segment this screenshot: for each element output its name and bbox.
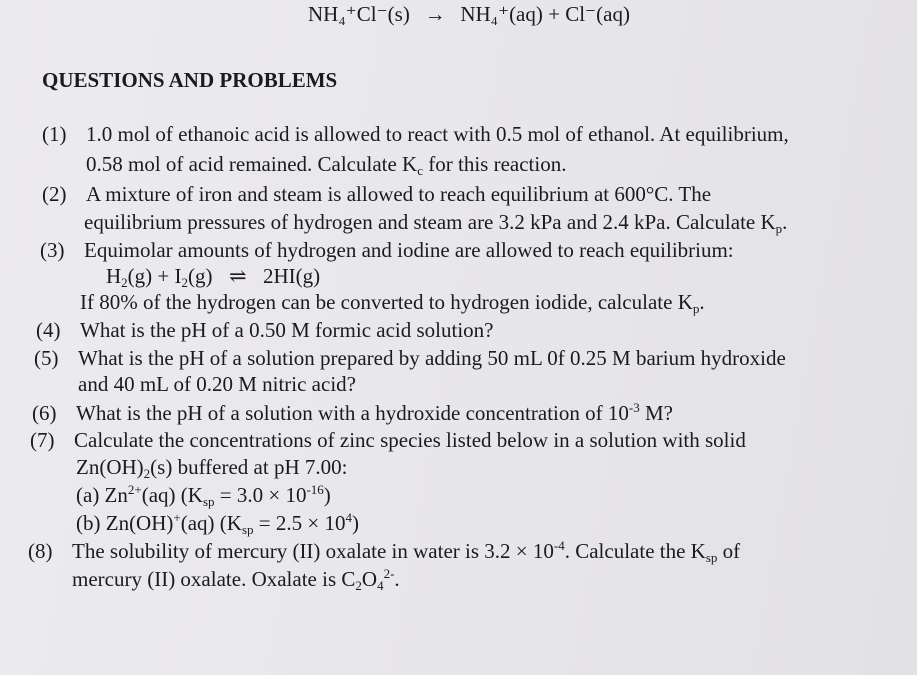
subscript: 2 (143, 466, 151, 481)
superscript: 2+ (127, 482, 142, 497)
reaction-text: (g) + I (127, 264, 182, 288)
problem-3-reaction (106, 264, 320, 291)
subscript: p (692, 301, 700, 316)
problem-text: O (361, 567, 378, 591)
part-text: ) (323, 483, 331, 507)
problem-text: What is the pH of a 0.50 M formic acid solution? (80, 318, 494, 342)
problem-5-line-2 (78, 372, 356, 397)
problem-5-line-1 (34, 346, 896, 371)
problem-number: (3) (40, 238, 65, 262)
problem-text: Equimolar amounts of hydrogen and iodine are allowed to reach equilibrium: (84, 238, 734, 262)
problem-text: for this reaction. (423, 152, 567, 176)
problem-text: equilibrium pressures of hydrogen and steam are 3.2 kPa and 2.4 kPa. Calculate K (84, 210, 776, 234)
subscript: sp (705, 550, 718, 565)
problem-3-line-3 (80, 290, 705, 317)
problem-text: If 80% of the hydrogen can be converted to hydrogen iodide, calculate K (80, 290, 693, 314)
problem-2-line-2 (84, 210, 787, 237)
equilibrium-arrow: ⇌ (228, 264, 247, 288)
problem-text: M? (639, 401, 673, 425)
problem-6-line-1 (32, 400, 673, 426)
part-text: = 3.0 × 10 (214, 483, 307, 507)
superscript: + (173, 510, 181, 525)
problem-number: (4) (36, 318, 61, 342)
problem-text: 0.58 mol of acid remained. Calculate K (86, 152, 418, 176)
problem-7-part-a (76, 482, 331, 510)
subscript: c (417, 163, 424, 178)
problem-8-line-2 (72, 566, 400, 594)
superscript: 2- (383, 566, 395, 581)
part-text: = 2.5 × 10 (253, 511, 346, 535)
subscript: 2 (355, 578, 362, 593)
subscript: 4 (377, 578, 384, 593)
problem-text: Zn(OH) (76, 455, 144, 479)
problem-text: What is the pH of a solution with a hydroxide concentration of 10 (76, 401, 629, 425)
problem-4-line-1 (36, 318, 494, 343)
problem-2-line-1 (42, 182, 894, 207)
superscript: -16 (306, 482, 324, 497)
reaction-text: H (106, 264, 122, 288)
problem-text: (s) buffered at pH 7.00: (150, 455, 348, 479)
problem-text: mercury (II) oxalate. Oxalate is C (72, 567, 356, 591)
problem-text: A mixture of iron and steam is allowed to reach equilibrium at 600°C. The (86, 182, 712, 206)
problem-number: (6) (32, 401, 57, 425)
problem-text: The solubility of mercury (II) oxalate in water is 3.2 × 10 (72, 539, 554, 563)
equation-arrow: → (424, 2, 446, 26)
problem-1-line-1 (42, 122, 894, 147)
part-text: (aq) (K (141, 483, 203, 507)
problem-text: . (782, 210, 788, 234)
reaction-text: (g) (188, 264, 213, 288)
problem-7-line-1 (30, 428, 896, 453)
problem-3-line-1 (40, 238, 734, 263)
problem-text: Calculate the concentrations of zinc species listed below in a solution with solid (74, 428, 746, 452)
subscript: sp (241, 522, 254, 537)
problem-text: . (394, 567, 400, 591)
superscript: 4 (345, 510, 352, 525)
part-text: (b) Zn(OH) (76, 511, 174, 535)
problem-7-part-b (76, 510, 359, 538)
problem-1-line-2 (86, 152, 566, 179)
subscript: 2 (121, 275, 128, 290)
problem-text: of (717, 539, 741, 563)
subscript: 2 (181, 275, 188, 290)
equation-right: NH₄⁺(aq) + Cl⁻(aq) (460, 2, 630, 26)
problem-text: 1.0 mol of ethanoic acid is allowed to react with 0.5 mol of ethanol. At equilibrium, (86, 122, 789, 146)
section-heading: QUESTIONS AND PROBLEMS (42, 68, 338, 92)
part-text: (a) Zn (76, 483, 128, 507)
problem-text: and 40 mL of 0.20 M nitric acid? (78, 372, 356, 396)
top-equation (308, 2, 630, 27)
part-text: (aq) (K (180, 511, 242, 535)
problem-number: (7) (30, 428, 55, 452)
problem-text: What is the pH of a solution prepared by adding 50 mL 0f 0.25 M barium hydroxide (78, 346, 786, 370)
problem-number: (2) (42, 182, 67, 206)
problem-text: . (699, 290, 705, 314)
problem-8-line-1 (28, 538, 740, 566)
superscript: -3 (628, 400, 640, 415)
problem-number: (8) (28, 539, 53, 563)
superscript: -4 (553, 538, 565, 553)
subscript: p (775, 221, 783, 236)
problem-number: (5) (34, 346, 59, 370)
reaction-text: 2HI(g) (263, 264, 321, 288)
problem-number: (1) (42, 122, 67, 146)
subscript: sp (202, 494, 215, 509)
problem-text: . Calculate the K (564, 539, 706, 563)
part-text: ) (351, 511, 359, 535)
equation-left: NH₄⁺Cl⁻(s) (308, 2, 410, 26)
problem-7-line-2 (76, 455, 347, 482)
